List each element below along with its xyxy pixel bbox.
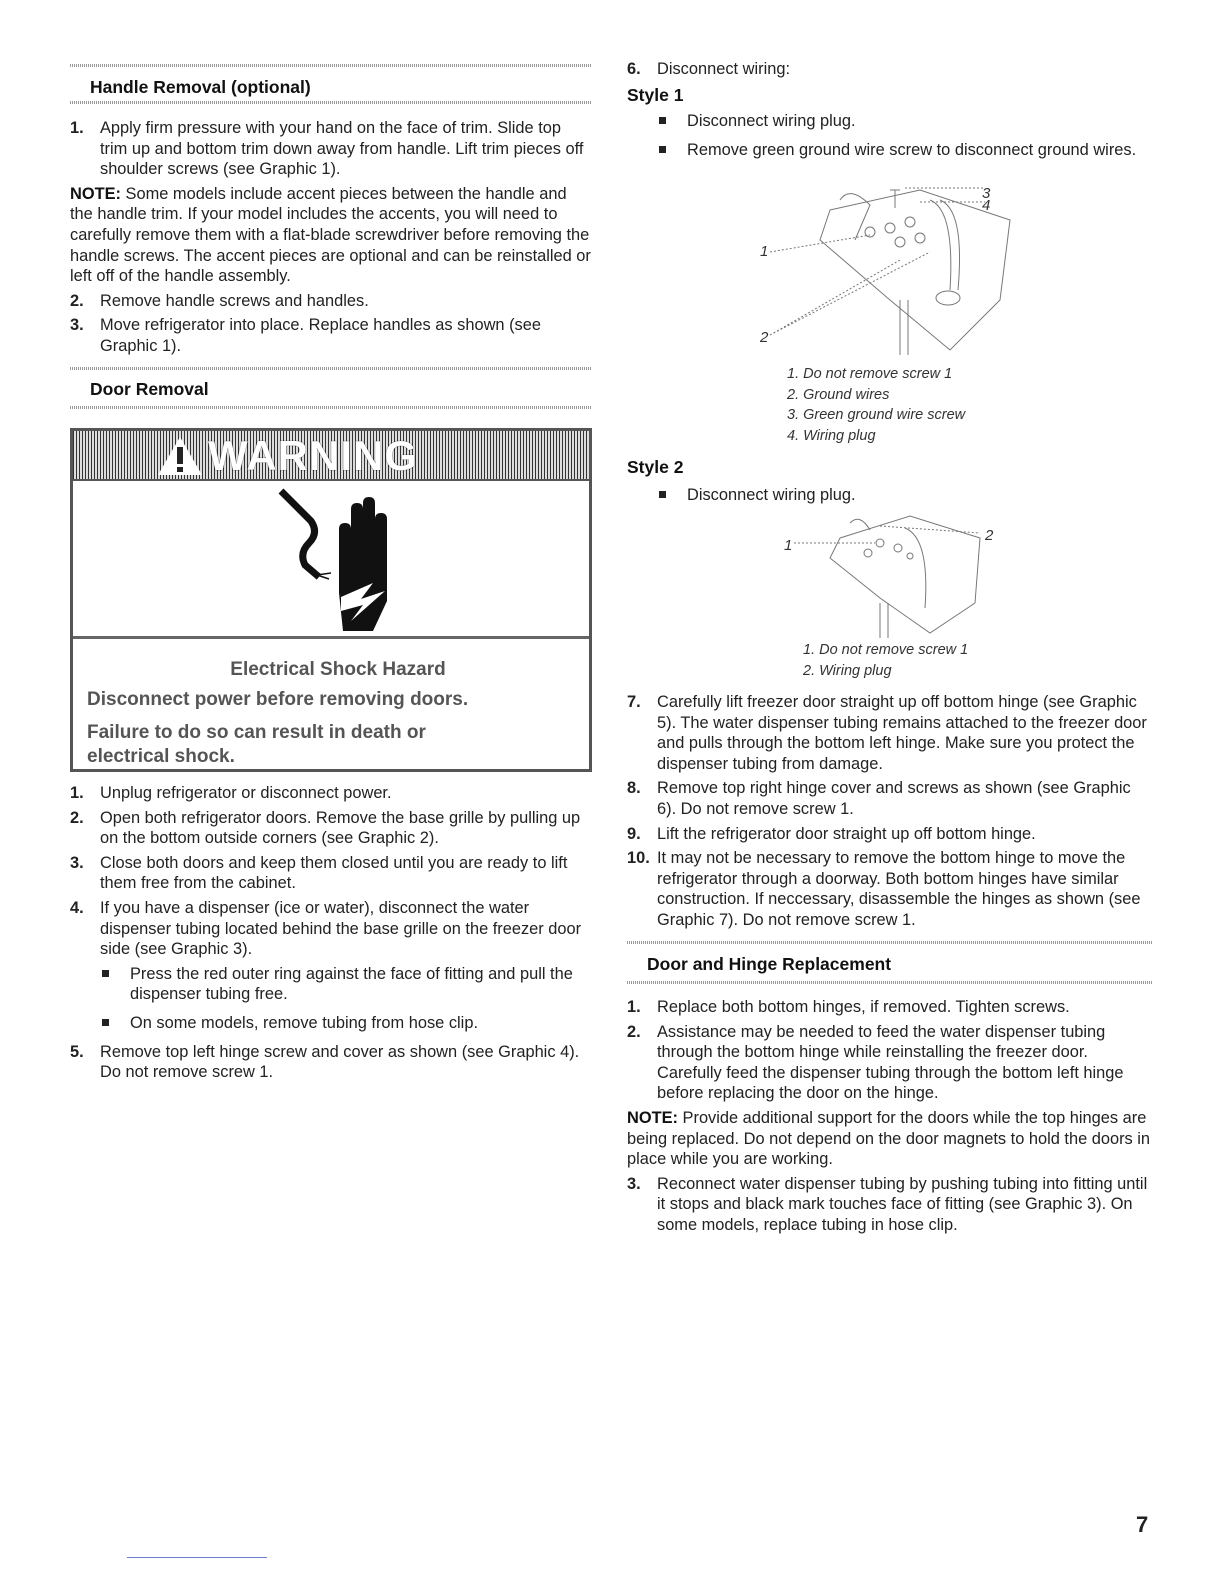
divider bbox=[70, 406, 592, 409]
step-text: Disconnect wiring: bbox=[657, 60, 790, 78]
step-item bbox=[627, 1174, 1152, 1236]
wiring-style-1-diagram bbox=[750, 180, 1030, 360]
note-text: Some models include accent pieces between the handle and the handle trim. If your model includes the accents, you will need to carefully remove them with a flat-blade screwdriver before removing the handle screws. The accent pieces are optional and can be reinstalled or left off of the handle assembly. bbox=[70, 184, 591, 286]
step-text: Close both doors and keep them closed until you are ready to lift them free from the cabinet. bbox=[100, 853, 568, 893]
page-number: 7 bbox=[1136, 1512, 1149, 1537]
callout-2: 2 bbox=[985, 527, 994, 544]
warning-header bbox=[73, 431, 589, 481]
section-heading-handle-removal: Handle Removal (optional) bbox=[90, 77, 311, 97]
step-number: 10. bbox=[627, 849, 650, 868]
callout-4: 4 bbox=[982, 197, 991, 214]
step-number: 1. bbox=[70, 119, 84, 137]
step-text: Replace both bottom hinges, if removed. Tighten screws. bbox=[657, 998, 1070, 1016]
bullet-item: Remove green ground wire screw to disconnect ground wires. bbox=[627, 140, 1152, 161]
step-item bbox=[627, 1022, 1152, 1104]
bullet-item: On some models, remove tubing from hose clip. bbox=[70, 1013, 592, 1034]
step-text: Carefully lift freezer door straight up off bottom hinge (see Graphic 5). The water dispenser tubing remains attached to the freezer door and pulls through the bottom left hinge. Make sure you protect the dispenser tubing from damage. bbox=[657, 693, 1147, 773]
warning-line-2: Failure to do so can result in death or electrical shock. bbox=[87, 722, 426, 767]
step-item bbox=[70, 783, 592, 804]
divider bbox=[70, 101, 592, 104]
step-number: 1. bbox=[627, 998, 641, 1016]
style-2-captions bbox=[803, 640, 968, 681]
step-item bbox=[70, 118, 592, 180]
caption: 2. Ground wires bbox=[787, 386, 890, 403]
step-text: Remove handle screws and handles. bbox=[100, 291, 369, 310]
divider bbox=[627, 941, 1152, 944]
step-number: 2. bbox=[70, 808, 84, 827]
caption: 1. Do not remove screw 1 bbox=[803, 642, 969, 658]
step-text: It may not be necessary to remove the bottom hinge to move the refrigerator through a doorway. Both bottom hinges have similar construction. If neccessary, disassemble the hinges as shown (see Graphic 7). Do not remove screw 1. bbox=[657, 849, 1141, 929]
divider bbox=[70, 367, 592, 370]
note-label: NOTE: bbox=[70, 184, 121, 203]
step-item bbox=[627, 59, 1152, 80]
step-item bbox=[627, 997, 1152, 1018]
style-1-bullets bbox=[627, 111, 1152, 168]
shock-hazard-graphic bbox=[73, 481, 589, 639]
step-text: Open both refrigerator doors. Remove the base grille by pulling up on the bottom outside corners (see Graphic 2). bbox=[100, 808, 581, 848]
step-item bbox=[627, 848, 1152, 930]
warning-title: WARNING bbox=[208, 432, 418, 479]
warning-triangle-icon bbox=[157, 435, 203, 477]
step-number: 5. bbox=[70, 1042, 84, 1061]
step-number: 4. bbox=[70, 898, 84, 917]
step-number: 1. bbox=[70, 784, 84, 802]
step-text: If you have a dispenser (ice or water), disconnect the water dispenser tubing located behind the base grille on the freezer door side (see Graphic 3). bbox=[100, 898, 582, 959]
step-number: 7. bbox=[627, 693, 641, 711]
note-text: Provide additional support for the doors while the top hinges are being replaced. Do not depend on the door magnets to hold the doors in place while you are working. bbox=[627, 1108, 1151, 1169]
handle-steps bbox=[70, 118, 592, 361]
note-label: NOTE: bbox=[627, 1108, 678, 1127]
note bbox=[70, 184, 592, 287]
caption: 1. Do not remove screw 1 bbox=[787, 366, 953, 382]
step-text: Remove top right hinge cover and screws as shown (see Graphic 6). Do not remove screw 1. bbox=[657, 779, 1131, 818]
step-number: 2. bbox=[70, 291, 84, 310]
electric-shock-hand-icon bbox=[73, 481, 595, 639]
bullet-item: Disconnect wiring plug. bbox=[627, 111, 1152, 132]
step-number: 3. bbox=[70, 853, 84, 872]
step-item bbox=[70, 898, 592, 960]
step-text: Apply firm pressure with your hand on the face of trim. Slide top trim up and bottom trim down away from handle. Lift trim pieces off shoulder screws (see Graphic 1). bbox=[100, 119, 584, 179]
step-item bbox=[70, 291, 592, 312]
step-text: Unplug refrigerator or disconnect power. bbox=[100, 784, 392, 802]
footer-line bbox=[127, 1557, 267, 1558]
divider bbox=[70, 64, 592, 67]
step-item bbox=[70, 853, 592, 894]
step-text: Lift the refrigerator door straight up off bottom hinge. bbox=[657, 824, 1036, 843]
callout-1: 1 bbox=[784, 537, 793, 554]
wiring-style-2-diagram bbox=[780, 508, 1010, 643]
step-text: Reconnect water dispenser tubing by pushing tubing into fitting until it stops and black mark touches face of fitting (see Graphic 3). On some models, replace tubing in hose clip. bbox=[657, 1174, 1148, 1234]
step-item bbox=[627, 692, 1152, 774]
bullet-item: Disconnect wiring plug. bbox=[627, 485, 1152, 506]
step-text: Move refrigerator into place. Replace handles as shown (see Graphic 1). bbox=[100, 316, 541, 355]
step-item bbox=[70, 315, 592, 356]
section-heading-door-removal: Door Removal bbox=[90, 379, 209, 399]
step-text: Assistance may be needed to feed the water dispenser tubing through the bottom hinge while reinstalling the freezer door. Carefully feed the dispenser tubing through the bottom left hinge before replacing the door on the hinge. bbox=[657, 1022, 1124, 1103]
caption: 4. Wiring plug bbox=[787, 427, 876, 444]
style-1-heading: Style 1 bbox=[627, 85, 684, 105]
step-number: 6. bbox=[627, 60, 641, 78]
step-number: 3. bbox=[627, 1174, 641, 1193]
step-item bbox=[70, 808, 592, 849]
step-text: Remove top left hinge screw and cover as shown (see Graphic 4). Do not remove screw 1. bbox=[100, 1042, 580, 1082]
style-2-heading: Style 2 bbox=[627, 457, 684, 477]
step-number: 2. bbox=[627, 1022, 641, 1041]
divider bbox=[627, 981, 1152, 984]
step-6 bbox=[627, 59, 1152, 84]
style-1-captions bbox=[787, 364, 965, 446]
warning-text bbox=[73, 639, 589, 769]
warning-hazard: Electrical Shock Hazard bbox=[230, 659, 446, 680]
bullet-item: Press the red outer ring against the face of fitting and pull the dispenser tubing free. bbox=[70, 964, 592, 1005]
step-item bbox=[70, 1042, 592, 1083]
callout-2: 2 bbox=[760, 329, 769, 346]
caption: 2. Wiring plug bbox=[803, 662, 892, 679]
step-number: 8. bbox=[627, 779, 641, 798]
caption: 3. Green ground wire screw bbox=[787, 407, 966, 423]
door-removal-steps bbox=[70, 783, 592, 1087]
step-number: 3. bbox=[70, 316, 84, 335]
step-number: 9. bbox=[627, 824, 641, 843]
door-removal-steps-continued bbox=[627, 692, 1152, 935]
replacement-steps bbox=[627, 997, 1152, 1240]
step-item bbox=[627, 824, 1152, 845]
callout-1: 1 bbox=[760, 243, 769, 260]
note bbox=[627, 1108, 1152, 1170]
warning-box bbox=[70, 428, 592, 772]
step-item bbox=[627, 778, 1152, 819]
section-heading-door-hinge-replacement: Door and Hinge Replacement bbox=[647, 954, 892, 974]
callout-3: 3 bbox=[982, 185, 991, 202]
warning-line-1: Disconnect power before removing doors. bbox=[87, 689, 469, 710]
